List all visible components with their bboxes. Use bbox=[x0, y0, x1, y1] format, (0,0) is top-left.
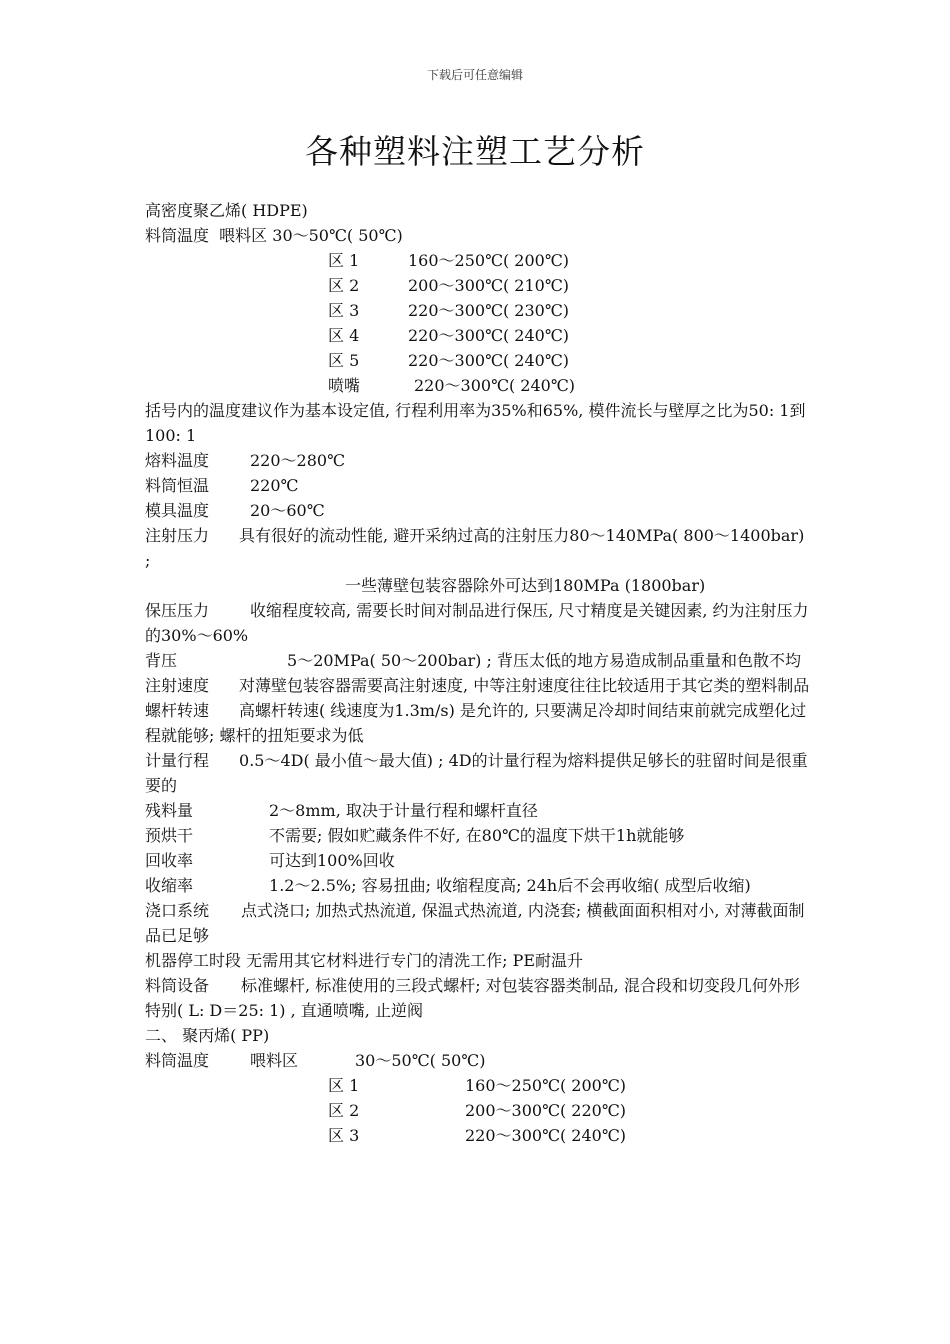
note-paragraph: 括号内的温度建议作为基本设定值, 行程利用率为35%和65%, 模件流长与壁厚之比为50: 1到100: 1 bbox=[145, 401, 806, 445]
shrinkage-row: 收缩率 1.2～2.5%; 容易扭曲; 收缩程度高; 24h后不会再收缩( 成型后收缩) bbox=[145, 876, 751, 895]
document-title: 各种塑料注塑工艺分析 bbox=[305, 132, 645, 171]
metering-stroke-row: 计量行程 0.5～4D( 最小值～最大值) ; 4D的计量行程为熔料提供足够长的驻留时间是很重要的 bbox=[145, 751, 808, 795]
melt-temp-row: 熔料温度 220～280℃ bbox=[145, 451, 345, 470]
recycle-row: 回收率 可达到100%回收 bbox=[145, 851, 395, 870]
injection-pressure-row: 注射压力 具有很好的流动性能, 避开采纳过高的注射压力80～140MPa( 800～1400bar) ; bbox=[145, 526, 805, 570]
zone-row: 区 5 220～300℃( 240℃) bbox=[328, 351, 569, 370]
injection-speed-row: 注射速度 对薄壁包装容器需要高注射速度, 中等注射速度往往比较适用于其它类的塑料制品 bbox=[145, 676, 810, 695]
screw-speed-row: 螺杆转速 高螺杆转速( 线速度为1.3m/s) 是允许的, 只要满足冷却时间结束前就完成塑化过程就能够; 螺杆的扭矩要求为低 bbox=[145, 701, 807, 745]
zone-row: 区 2 200～300℃( 210℃) bbox=[328, 276, 569, 295]
hold-pressure-row: 保压压力 收缩程度较高, 需要长时间对制品进行保压, 尺寸精度是关键因素, 约为注射压力的30%～60% bbox=[145, 601, 809, 645]
pp-barrel-temp-row: 料筒温度 喂料区 30～50℃( 50℃) bbox=[145, 1051, 486, 1070]
barrel-temp-feed: 料筒温度 喂料区 30～50℃( 50℃) bbox=[145, 226, 403, 245]
zone-row: 区 4 220～300℃( 240℃) bbox=[328, 326, 569, 345]
barrel-equipment-row: 料筒设备 标准螺杆, 标准使用的三段式螺杆; 对包装容器类制品, 混合段和切变段几何外形特别( L: D＝25: 1) , 直通喷嘴, 止逆阀 bbox=[145, 976, 800, 1020]
shutdown-row: 机器停工时段 无需用其它材料进行专门的清洗工作; PE耐温升 bbox=[145, 951, 584, 970]
section-heading-hdpe: 高密度聚乙烯( HDPE) bbox=[145, 201, 308, 220]
section-heading-pp: 二、 聚丙烯( PP) bbox=[145, 1026, 270, 1045]
mold-temp-row: 模具温度 20～60℃ bbox=[145, 501, 325, 520]
page-header: 下载后可任意编辑 bbox=[426, 68, 523, 82]
zone-row: 区 1 160～250℃( 200℃) bbox=[328, 1076, 626, 1095]
gate-system-row: 浇口系统 点式浇口; 加热式热流道, 保温式热流道, 内浇套; 横截面面积相对小, 对薄截面制品已足够 bbox=[145, 901, 805, 945]
back-pressure-row: 背压 5～20MPa( 50～200bar) ; 背压太低的地方易造成制品重量和色散不均 bbox=[145, 651, 801, 670]
zone-row: 区 2 200～300℃( 220℃) bbox=[328, 1101, 626, 1120]
barrel-const-row: 料筒恒温 220℃ bbox=[145, 476, 299, 495]
zone-row: 区 1 160～250℃( 200℃) bbox=[328, 251, 569, 270]
predry-row: 预烘干 不需要; 假如贮藏条件不好, 在80℃的温度下烘干1h就能够 bbox=[145, 826, 685, 845]
residual-row: 残料量 2～8mm, 取决于计量行程和螺杆直径 bbox=[145, 801, 538, 820]
zone-row: 区 3 220～300℃( 240℃) bbox=[328, 1126, 626, 1145]
injection-pressure-note: 一些薄壁包装容器除外可达到180MPa (1800bar) bbox=[345, 576, 706, 595]
document-body bbox=[145, 198, 810, 1148]
zone-row: 喷嘴 220～300℃( 240℃) bbox=[328, 376, 575, 395]
zone-row: 区 3 220～300℃( 230℃) bbox=[328, 301, 569, 320]
